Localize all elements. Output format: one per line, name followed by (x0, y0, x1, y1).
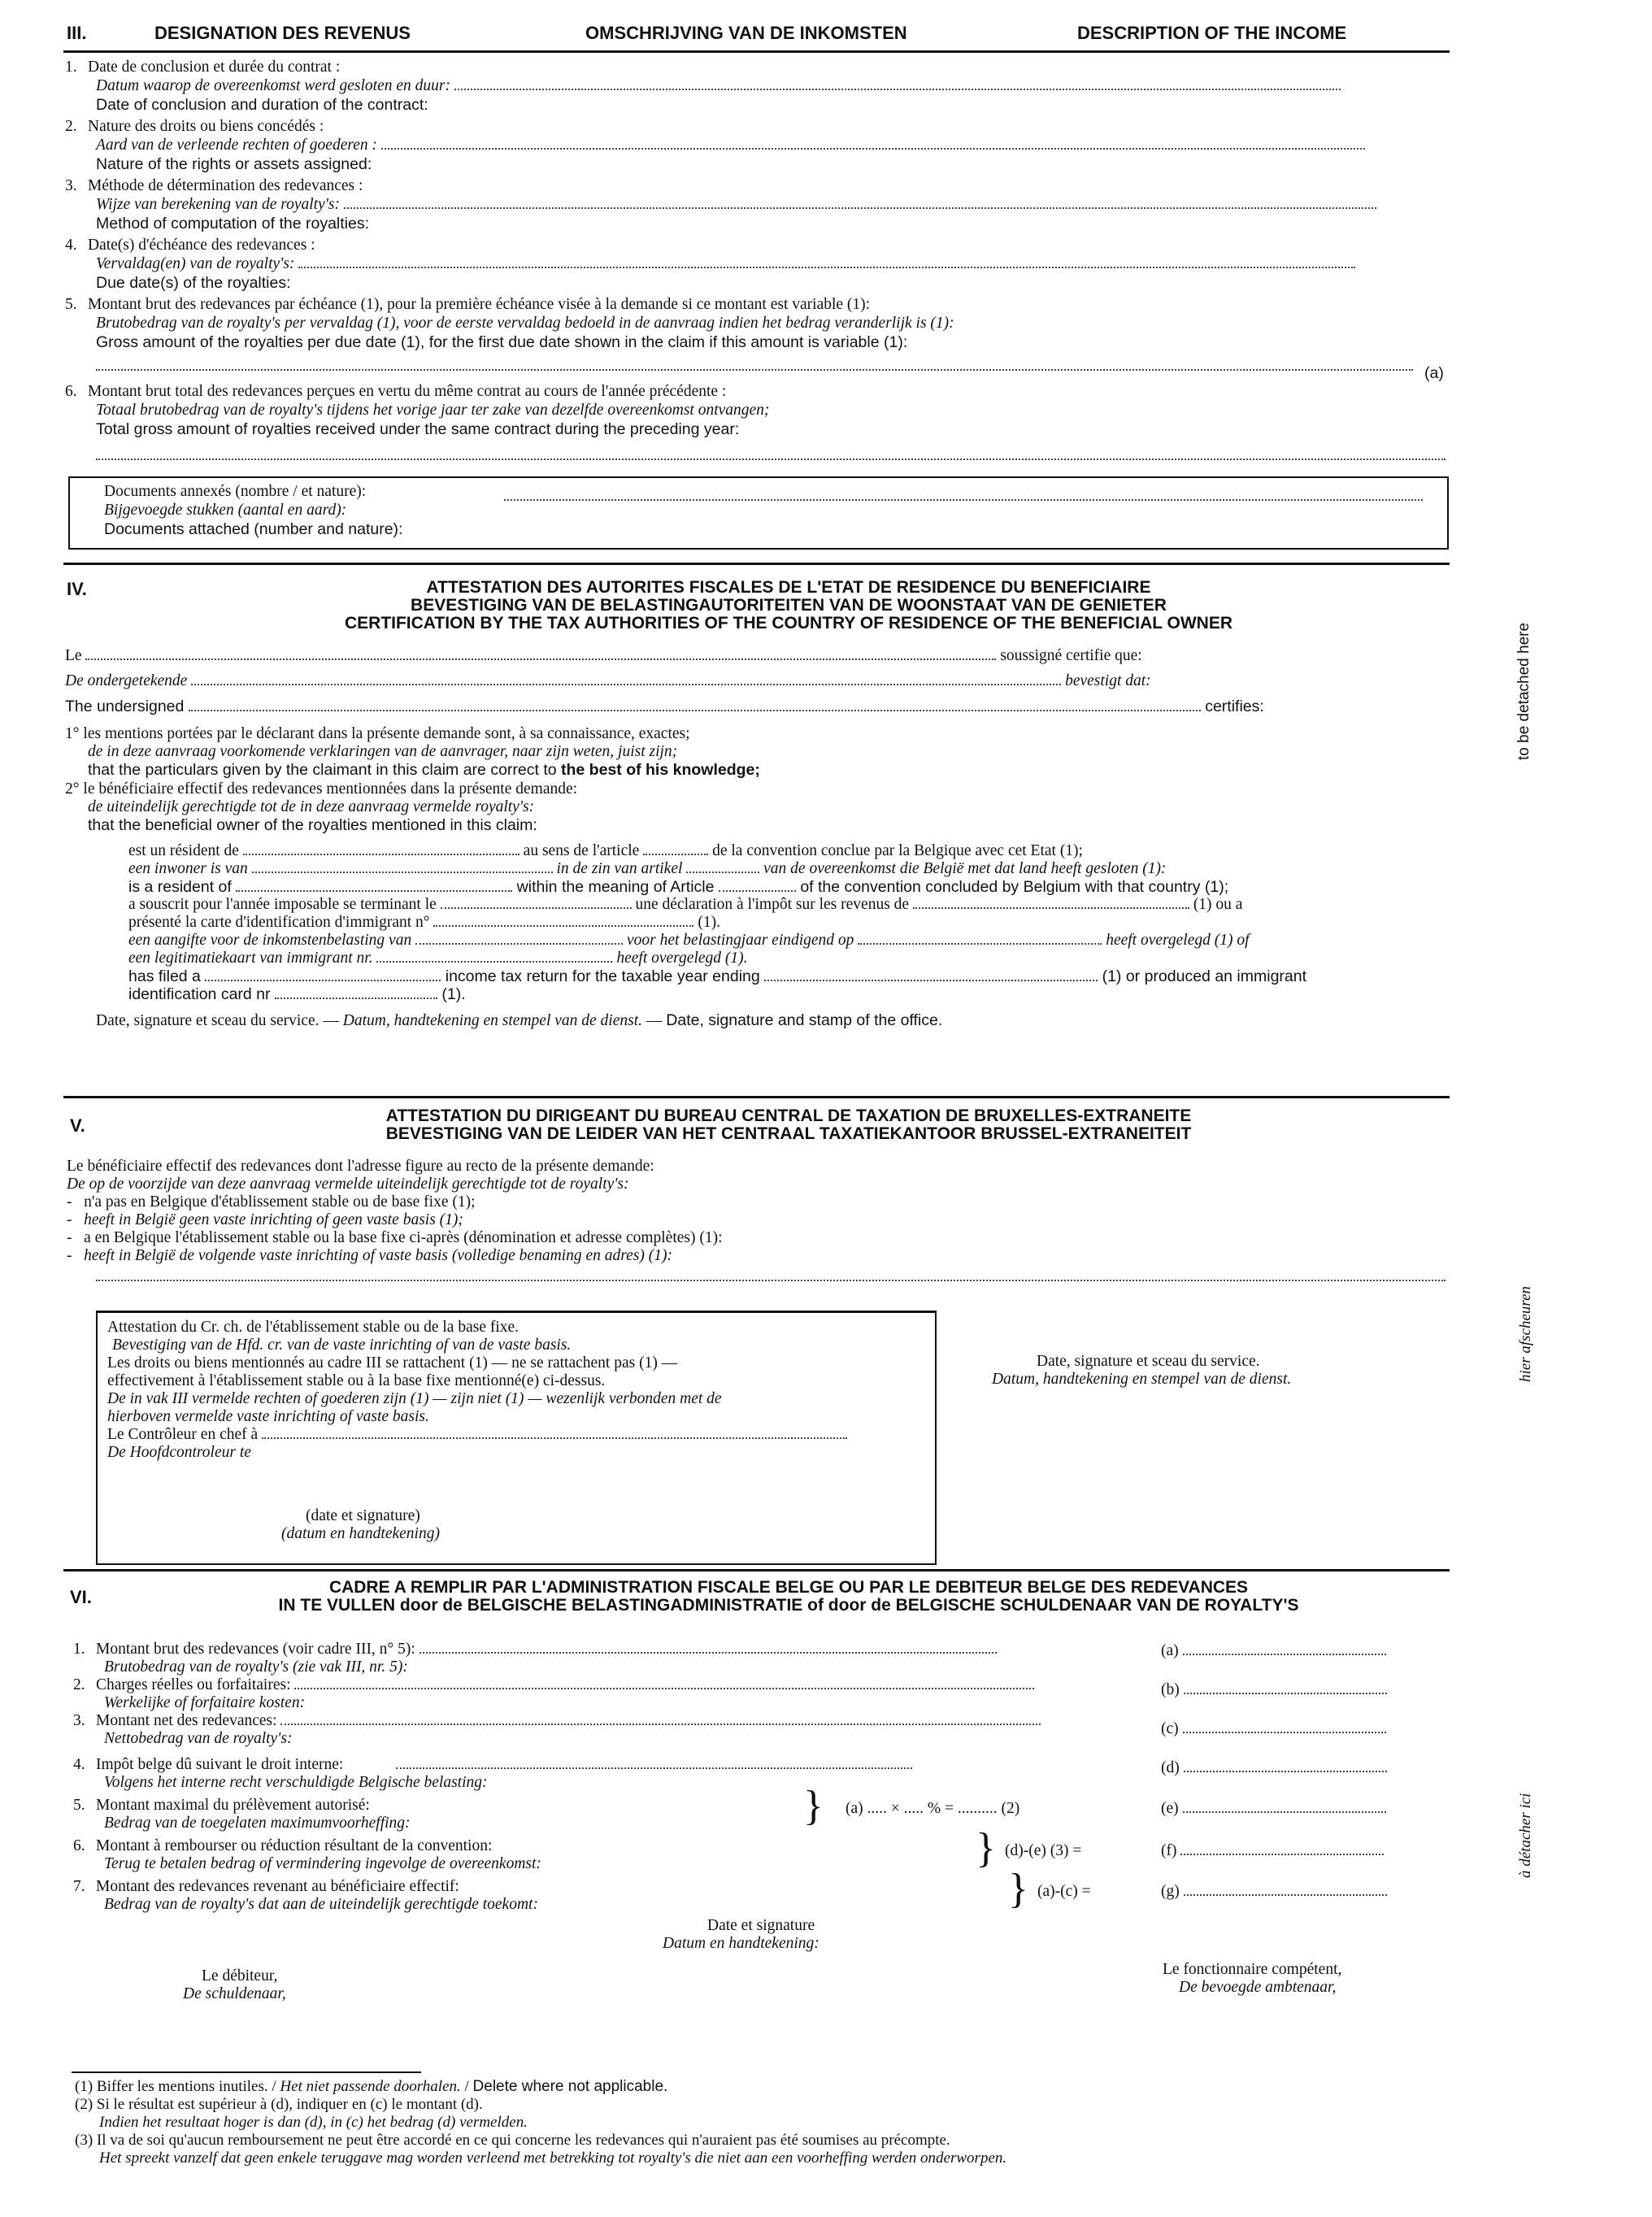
footnote-3-nl: Het spreekt vanzelf dat geen enkele teruggave mag worden verleend met betrekking tot royalty's die niet aan een voorheffing werden onderworpen. (99, 2150, 1007, 2167)
s6-row-1-nl: Brutobedrag van de royalty's (zie vak III, nr. 5): (104, 1658, 408, 1676)
item-5-code: (a) (1424, 364, 1444, 382)
tax-return-en-2: identification card nr (1). (128, 985, 466, 1003)
point-1-en: that the particulars given by the claimant in this claim are correct to the best of his knowledge; (88, 761, 760, 779)
item-5-nl: Brutobedrag van de royalty's per vervaldag (1), voor de eerste vervaldag bedoeld in de aanvraag indien het bedrag veranderlijk is (1): (96, 315, 954, 332)
tax-return-nl-2: een legitimatiekaart van immigrant nr. heeft overgelegd (1). (128, 950, 748, 967)
section-3-title-en: DESCRIPTION OF THE INCOME (1077, 23, 1347, 43)
brace-5: } (803, 1783, 824, 1829)
item-6-fr: 6. Montant brut total des redevances perçues en vertu du même contrat au cours de l'année précédente : (65, 383, 727, 400)
office-signature-line: Date, signature et sceau du service. — Datum, handtekening en stempel van de dienst. — Date, signature and stamp of the office. (96, 1011, 943, 1029)
box-signature-fr: (date et signature) (306, 1507, 420, 1524)
item-4-en: Due date(s) of the royalties: (96, 274, 291, 292)
footnote-3-fr: (3) Il va de soi qu'aucun remboursement ne peut être accordé en ce qui concerne les redevances qui n'auraient pas été soumises au précompte. (75, 2132, 950, 2149)
s6-calc-5: (a) ..... × ..... % = .......... (2) (846, 1800, 1020, 1817)
box-line-2: Bevestiging van de Hfd. cr. van de vaste inrichting of van de vaste basis. (112, 1337, 572, 1354)
item-2-en: Nature of the rights or assets assigned: (96, 155, 372, 173)
documents-en: Documents attached (number and nature): (104, 520, 403, 538)
residence-fr: est un résident de au sens de l'article de la convention conclue par la Belgique avec cet Etat (1); (128, 842, 1083, 859)
detach-label-nl: hier afscheuren (1517, 1285, 1534, 1382)
point-2-nl: de uiteindelijk gerechtigde tot de in deze aanvraag vermelde royalty's: (88, 798, 535, 815)
section-6-rule (63, 1569, 1450, 1571)
section-5-title-fr: ATTESTATION DU DIRIGEANT DU BUREAU CENTRAL DE TAXATION DE BRUXELLES-EXTRANEITE (385, 1106, 1192, 1125)
section-5-title-nl: BEVESTIGING VAN DE LEIDER VAN HET CENTRAAL TAXATIEKANTOOR BRUSSEL-EXTRANEITEIT (385, 1124, 1192, 1143)
residence-nl: een inwoner is van in de zin van artikel van de overeenkomst die België met dat land heeft gesloten (1): (128, 860, 1167, 877)
item-6-nl: Totaal brutobedrag van de royalty's tijdens het vorige jaar ter zake van dezelfde overeenkomst ontvangen; (96, 402, 770, 419)
s6-calc-7: (a)-(c) = (1037, 1883, 1091, 1900)
item-1-nl: Datum waarop de overeenkomst werd gesloten en duur: (96, 77, 1341, 95)
box-line-3: Les droits ou biens mentionnés au cadre III se rattachent (1) — ne se rattachent pas (1) — (107, 1354, 678, 1371)
s6-row-3-fr: 3. Montant net des redevances: (73, 1712, 1041, 1730)
tax-return-fr-2: présenté la carte d'identification d'immigrant n° (1). (128, 914, 720, 931)
box-line-4: effectivement à l'établissement stable ou à la base fixe mentionné(e) ci-dessus. (107, 1372, 606, 1389)
s6-code-e[interactable]: (e) (1161, 1800, 1386, 1818)
footnote-rule (72, 2071, 421, 2073)
item-2-nl: Aard van de verleende rechten of goederen : (96, 137, 1365, 154)
s5-right-nl: Datum, handtekening en stempel van de dienst. (992, 1371, 1292, 1388)
s6-row-4-nl: Volgens het interne recht verschuldigde Belgische belasting: (104, 1774, 488, 1791)
section-4-title-nl: BEVESTIGING VAN DE BELASTINGAUTORITEITEN VAN DE WOONSTAAT VAN DE GENIETER (411, 596, 1167, 615)
item-3-fr: 3. Méthode de détermination des redevances : (65, 177, 363, 194)
section-4-number: IV. (67, 579, 87, 599)
tax-return-fr-1: a souscrit pour l'année imposable se terminant le une déclaration à l'impôt sur les revenus de (1) ou a (128, 896, 1243, 913)
box-line-1: Attestation du Cr. ch. de l'établissement stable ou de la base fixe. (107, 1319, 520, 1336)
s5-line-5: - a en Belgique l'établissement stable ou la base fixe ci-après (dénomination et adresse complètes) (1): (67, 1229, 723, 1246)
item-5-fr: 5. Montant brut des redevances par échéance (1), pour la première échéance visée à la demande si ce montant est variable (1): (65, 296, 871, 313)
s6-row-1-fr: 1. Montant brut des redevances (voir cadre III, n° 5): (73, 1641, 997, 1658)
section-6-number: VI. (70, 1587, 92, 1607)
s5-right-fr: Date, signature et sceau du service. (1037, 1353, 1260, 1370)
tax-return-nl-1: een aangifte voor de inkomstenbelasting van voor het belastingjaar eindigend op heeft overgelegd (1) of (128, 932, 1250, 949)
s5-line-6: - heeft in België de volgende vaste inrichting of vaste basis (volledige benaming en adres) (1): (67, 1247, 672, 1264)
s5-line-2: De op de voorzijde van deze aanvraag vermelde uiteindelijk gerechtigde tot de royalty's: (67, 1176, 629, 1193)
box-signature-nl: (datum en handtekening) (281, 1525, 440, 1542)
section-6-title-fr: CADRE A REMPLIR PAR L'ADMINISTRATION FISCALE BELGE OU PAR LE DEBITEUR BELGE DES REDEVANCES (328, 1578, 1249, 1597)
debtor-nl: De schuldenaar, (183, 1985, 286, 2002)
footnote-2-fr: (2) Si le résultat est supérieur à (d), indiquer en (c) le montant (d). (75, 2096, 483, 2113)
s6-code-d[interactable]: (d) (1161, 1759, 1387, 1777)
detach-label-en: to be detached here (1515, 622, 1532, 760)
s6-code-c[interactable]: (c) (1161, 1720, 1386, 1738)
item-6-amount-field[interactable] (96, 447, 1446, 465)
section-4-title-en: CERTIFICATION BY THE TAX AUTHORITIES OF THE COUNTRY OF RESIDENCE OF THE BENEFICIAL OWNER (344, 614, 1233, 632)
item-5-en: Gross amount of the royalties per due date (1), for the first due date shown in the claim if this amount is variable (1): (96, 333, 908, 351)
residence-en: is a resident of within the meaning of Article of the convention concluded by Belgium with that country (1); (128, 878, 1229, 896)
undersigned-nl: De ondergetekende bevestigt dat: (65, 672, 1151, 689)
section-4-rule (63, 563, 1450, 565)
s6-row-5-nl: Bedrag van de toegelaten maximumvoorheffing: (104, 1815, 411, 1832)
section-3-number: III. (67, 23, 87, 43)
box-line-5: De in vak III vermelde rechten of goederen zijn (1) — zijn niet (1) — wezenlijk verbonden met de (107, 1390, 722, 1407)
section-6-title-nl: IN TE VULLEN door de BELGISCHE BELASTINGADMINISTRATIE of door de BELGISCHE SCHULDENAAR VAN DE ROYALTY'S (278, 1596, 1299, 1615)
point-2-en: that the beneficial owner of the royalties mentioned in this claim: (88, 816, 537, 834)
s6-row-2-nl: Werkelijke of forfaitaire kosten: (104, 1694, 306, 1711)
s6-date-fr: Date et signature (707, 1917, 815, 1934)
item-3-nl: Wijze van berekening van de royalty's: (96, 196, 1376, 214)
item-3-en: Method of computation of the royalties: (96, 215, 370, 233)
documents-nl: Bijgevoegde stukken (aantal en aard): (104, 502, 347, 519)
s6-code-a[interactable]: (a) (1161, 1642, 1386, 1660)
box-line-7: Le Contrôleur en chef à (107, 1426, 847, 1444)
s6-row-3-nl: Nettobedrag van de royalty's: (104, 1730, 293, 1747)
box-line-6: hierboven vermelde vaste inrichting of vaste basis. (107, 1408, 429, 1425)
s6-row-6-fr: 6. Montant à rembourser ou réduction résultant de la convention: (73, 1837, 493, 1854)
undersigned-fr: Le soussigné certifie que: (65, 647, 1142, 664)
s6-row-6-nl: Terug te betalen bedrag of vermindering ingevolge de overeenkomst: (104, 1855, 541, 1872)
item-1-en: Date of conclusion and duration of the contract: (96, 96, 428, 114)
brace-7: } (1008, 1866, 1028, 1912)
s6-row-7-nl: Bedrag van de royalty's dat aan de uiteindelijk gerechtigde toekomt: (104, 1896, 538, 1913)
documents-fr: Documents annexés (nombre / et nature): (104, 483, 367, 500)
point-1-fr: 1° les mentions portées par le déclarant dans la présente demande sont, à sa connaissance, exactes; (65, 725, 690, 742)
brace-6: } (976, 1825, 996, 1871)
s6-code-g[interactable]: (g) (1161, 1883, 1387, 1901)
item-4-nl: Vervaldag(en) van de royalty's: (96, 255, 1355, 273)
detach-label-fr: à détacher ici (1517, 1793, 1534, 1878)
item-1-fr: 1. Date de conclusion et durée du contrat : (65, 59, 341, 76)
section-3-rule (63, 50, 1450, 53)
section-5-number: V. (70, 1115, 85, 1136)
item-5-amount-field[interactable] (96, 358, 1413, 376)
establishment-field[interactable] (96, 1268, 1446, 1286)
item-2-fr: 2. Nature des droits ou biens concédés : (65, 118, 324, 135)
tax-return-en-1: has filed a income tax return for the taxable year ending (1) or produced an immigrant (128, 967, 1307, 985)
official-fr: Le fonctionnaire compétent, (1163, 1961, 1342, 1978)
point-1-nl: de in deze aanvraag voorkomende verklaringen van de aanvrager, naar zijn weten, juist zijn; (88, 743, 678, 760)
s5-line-4: - heeft in België geen vaste inrichting of geen vaste basis (1); (67, 1211, 463, 1228)
section-3-title-fr: DESIGNATION DES REVENUS (154, 23, 411, 43)
s6-row-7-fr: 7. Montant des redevances revenant au bénéficiaire effectif: (73, 1878, 459, 1895)
item-4-fr: 4. Date(s) d'échéance des redevances : (65, 237, 315, 254)
section-4-title-fr: ATTESTATION DES AUTORITES FISCALES DE L'ETAT DE RESIDENCE DU BENEFICIAIRE (426, 578, 1151, 597)
point-2-fr: 2° le bénéficiaire effectif des redevances mentionnées dans la présente demande: (65, 780, 578, 798)
s6-row-5-fr: 5. Montant maximal du prélèvement autorisé: (73, 1797, 370, 1814)
debtor-fr: Le débiteur, (202, 1967, 278, 1984)
footnote-1: (1) Biffer les mentions inutiles. / Het niet passende doorhalen. / Delete where not applicable. (75, 2078, 668, 2095)
s6-code-f[interactable]: (f) (1161, 1842, 1384, 1860)
s5-line-3: - n'a pas en Belgique d'établissement stable ou de base fixe (1); (67, 1193, 476, 1211)
s6-row-2-fr: 2. Charges réelles ou forfaitaires: (73, 1676, 1034, 1694)
footnote-2-nl: Indien het resultaat hoger is dan (d), in (c) het bedrag (d) vermelden. (99, 2114, 528, 2131)
section-3-title-nl: OMSCHRIJVING VAN DE INKOMSTEN (585, 23, 907, 43)
section-5-rule (63, 1096, 1450, 1098)
item-6-en: Total gross amount of royalties received under the same contract during the preceding year: (96, 420, 740, 438)
s6-date-nl: Datum en handtekening: (663, 1935, 819, 1952)
documents-field[interactable] (504, 488, 1423, 506)
s6-row-4-fr: 4. Impôt belge dû suivant le droit interne: (73, 1756, 912, 1774)
s6-calc-6: (d)-(e) (3) = (1005, 1842, 1082, 1859)
s5-line-1: Le bénéficiaire effectif des redevances dont l'adresse figure au recto de la présente demande: (67, 1158, 654, 1175)
undersigned-en: The undersigned certifies: (65, 698, 1264, 715)
official-nl: De bevoegde ambtenaar, (1179, 1979, 1337, 1996)
box-line-8: De Hoofdcontroleur te (107, 1444, 251, 1461)
s6-code-b[interactable]: (b) (1161, 1681, 1387, 1699)
